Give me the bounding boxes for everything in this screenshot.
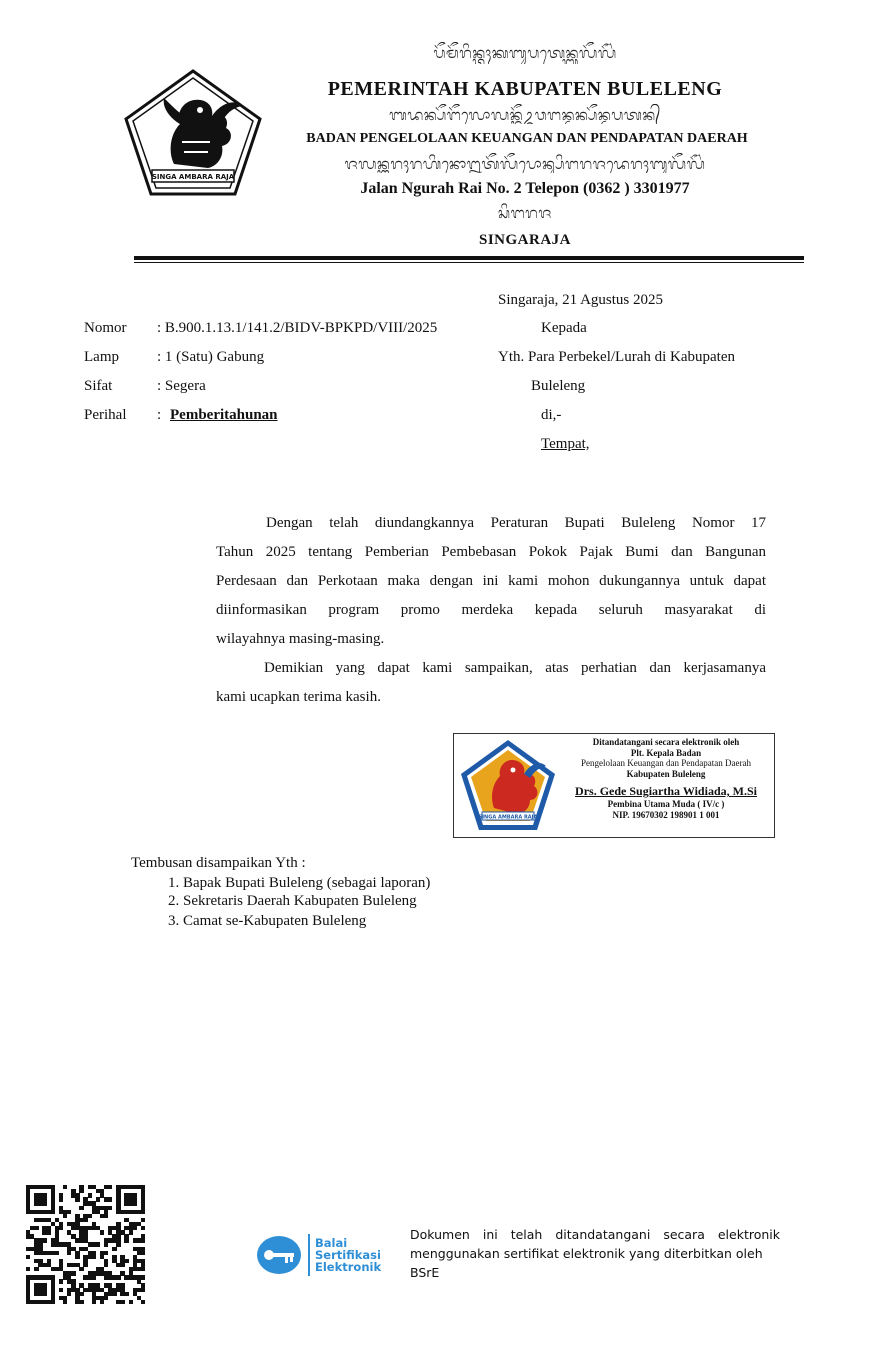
addressee-place: Tempat,: [541, 436, 590, 452]
electronic-signature-notice: [410, 1225, 780, 1282]
signer-name: Drs. Gede Sugiartha Widiada, M.Si: [575, 784, 757, 798]
qr-module: [42, 1238, 46, 1242]
field-value-perihal: Pemberitahunan: [170, 407, 278, 423]
signer-role: Kabupaten Buleleng: [626, 768, 706, 779]
qr-module: [92, 1275, 96, 1279]
field-colon-perihal: :: [157, 407, 162, 423]
qr-module: [59, 1279, 63, 1283]
qr-module: [141, 1218, 145, 1222]
place-date: Singaraja, 21 Agustus 2025: [498, 292, 663, 308]
balinese-script-line: ᬧᭂᬫᭂᬭᬶᬦ᭄ᬢᬄᬓᬩᬸᬧᬢᬾᬦ᭄ᬩᬸᬮᭂᬮᭂᬂ: [433, 44, 617, 62]
notice-line: menggunakan sertifikat elektronik yang diterbitkan oleh: [410, 1246, 763, 1261]
balinese-script-line: ᬚᬮᬦ᭄ᬗᬸᬭᬄᬭᬳᬶᬦᭀ᭒ᬢᭂᬮᭂᬧᭀᬦ᭄ᬲᬶᬗᬭᬚᬤᬾᬭᬄᬩᬸᬮᭂᬮᭂᬂ: [344, 155, 706, 173]
qr-module: [79, 1267, 83, 1271]
cc-item: 2. Sekretaris Daerah Kabupaten Buleleng: [168, 893, 417, 909]
body-line: Dengan telah diundangkannya Peraturan Bupati Buleleng Nomor 17: [266, 515, 766, 531]
qr-module: [133, 1201, 137, 1205]
qr-module: [141, 1275, 145, 1279]
qr-module: [92, 1300, 96, 1304]
buleleng-crest-logo: [122, 68, 264, 198]
qr-module: [51, 1300, 55, 1304]
bsre-wordmark-line: Balai: [315, 1236, 348, 1250]
qr-module: [108, 1185, 112, 1189]
qr-module: [129, 1230, 133, 1234]
qr-module: [108, 1206, 112, 1210]
cc-title: Tembusan disampaikan Yth :: [131, 855, 306, 871]
qr-module: [100, 1230, 104, 1234]
qr-module: [26, 1255, 30, 1259]
qr-module: [129, 1300, 133, 1304]
qr-module: [141, 1267, 145, 1271]
qr-module: [104, 1251, 108, 1255]
crest-ribbon-text: SINGA AMBARA RAJA: [151, 173, 235, 181]
qr-module: [120, 1300, 124, 1304]
qr-module: [42, 1292, 46, 1296]
field-label-perihal: Perihal: [84, 407, 127, 423]
signer-rank: Pembina Utama Muda ( IV/c ): [607, 799, 725, 809]
qr-module: [96, 1197, 100, 1201]
qr-module: [79, 1189, 83, 1193]
body-line: Tahun 2025 tentang Pemberian Pembebasan Pokok Pajak Bumi dan Bangunan: [216, 544, 766, 560]
addressee-line: Yth. Para Perbekel/Lurah di Kabupaten: [498, 349, 736, 365]
qr-module: [67, 1292, 71, 1296]
cc-item: 3. Camat se-Kabupaten Buleleng: [168, 913, 367, 929]
qr-module: [63, 1300, 67, 1304]
field-value-nomor: : B.900.1.13.1/141.2/BIDV-BPKPD/VIII/2025: [157, 320, 438, 336]
qr-module: [63, 1185, 67, 1189]
addressee-line: Buleleng: [531, 378, 586, 394]
qr-module: [124, 1238, 128, 1242]
qr-module: [141, 1300, 145, 1304]
notice-line: BSrE: [410, 1265, 440, 1280]
qr-module: [104, 1214, 108, 1218]
qr-module: [83, 1263, 87, 1267]
seal-ribbon-text: SINGA AMBARA RAJA: [478, 814, 538, 821]
header-divider-thin: [134, 262, 804, 263]
notice-line: Dokumen ini telah ditandatangani secara elektronik: [410, 1227, 780, 1242]
qr-module: [83, 1218, 87, 1222]
field-value-lamp: : 1 (Satu) Gabung: [157, 349, 265, 365]
qr-module: [141, 1226, 145, 1230]
qr-module: [79, 1300, 83, 1304]
bsre-wordmark-line: Sertifikasi: [315, 1248, 381, 1262]
field-label-nomor: Nomor: [84, 320, 127, 336]
qr-module: [51, 1210, 55, 1214]
qr-module: [108, 1197, 112, 1201]
qr-module: [67, 1251, 71, 1255]
letter-body: [216, 509, 766, 712]
field-label-sifat: Sifat: [84, 378, 113, 394]
qr-module: [59, 1288, 63, 1292]
qr-module: [75, 1197, 79, 1201]
signer-role: Pengelolaan Keuangan dan Pendapatan Daerah: [581, 758, 751, 768]
field-label-lamp: Lamp: [84, 349, 119, 365]
qr-module: [79, 1206, 83, 1210]
signer-role: Plt. Kepala Badan: [630, 747, 702, 758]
qr-module: [96, 1242, 100, 1246]
cc-item: 1. Bapak Bupati Buleleng (sebagai laporan): [168, 875, 431, 891]
electronic-signature-box: [453, 733, 775, 838]
balinese-script-line: ᬲᬶᬗᬭᬚ: [498, 204, 552, 222]
qr-module: [88, 1214, 92, 1218]
addressee-line: di,-: [541, 407, 562, 423]
qr-module: [92, 1255, 96, 1259]
verification-qr-code[interactable]: [26, 1185, 145, 1304]
qr-module: [124, 1259, 128, 1263]
qr-module: [141, 1288, 145, 1292]
qr-module: [47, 1230, 51, 1234]
signer-nip: NIP. 19670302 198901 1 001: [612, 809, 720, 820]
bsre-wordmark-line: Elektronik: [315, 1260, 382, 1274]
qr-module: [55, 1251, 59, 1255]
qr-module: [63, 1214, 67, 1218]
header-divider-thick: [134, 256, 804, 260]
qr-module: [112, 1292, 116, 1296]
qr-module: [34, 1226, 38, 1230]
qr-module: [100, 1300, 104, 1304]
qr-module: [59, 1197, 63, 1201]
bsre-wordmark: [315, 1237, 381, 1273]
qr-module: [133, 1226, 137, 1230]
qr-module: [75, 1255, 79, 1259]
field-value-sifat: : Segera: [157, 378, 206, 394]
qr-module: [26, 1267, 30, 1271]
buleleng-crest-color-logo: [458, 738, 558, 833]
addressee-to: Kepada: [541, 320, 587, 336]
qr-module: [120, 1263, 124, 1267]
bsre-logo-icon: [255, 1234, 305, 1276]
body-line: Demikian yang dapat kami sampaikan, atas perhatian dan kerjasamanya: [264, 660, 766, 676]
body-line: kami ucapkan terima kasih.: [216, 689, 381, 705]
qr-module: [104, 1263, 108, 1267]
qr-module: [141, 1238, 145, 1242]
qr-module: [59, 1226, 63, 1230]
bsre-divider: [308, 1234, 310, 1276]
qr-module: [141, 1210, 145, 1214]
signed-electronically-note: Ditandatangani secara elektronik oleh: [592, 737, 740, 747]
qr-module: [112, 1247, 116, 1251]
qr-module: [67, 1210, 71, 1214]
qr-module: [104, 1242, 108, 1246]
body-line: diinformasikan program promo merdeka kepada seluruh masyarakat di: [216, 602, 766, 618]
city-name: SINGARAJA: [478, 232, 571, 248]
balinese-script-line: ᬩᬤᬦ᭄ᬧᭂᬗᭂᬮᭀᬮᬦ᭄ᬓᭂᬉᬯᬗᬦ᭄ᬤᬦ᭄ᬧᭂᬦ᭄ᬤᬧᬢᬦ᭄: [389, 106, 661, 124]
body-line: wilayahnya masing-masing.: [216, 631, 385, 647]
qr-module: [104, 1296, 108, 1300]
qr-module: [79, 1292, 83, 1296]
qr-module: [116, 1275, 120, 1279]
qr-module: [116, 1242, 120, 1246]
body-line: Perdesaan dan Perkotaan maka dengan ini kami mohon dukungannya untuk dapat: [216, 573, 766, 589]
agency-name: BADAN PENGELOLAAN KEUANGAN DAN PENDAPATAN DAERAH: [306, 131, 748, 146]
qr-module: [88, 1193, 92, 1197]
qr-module: [34, 1267, 38, 1271]
qr-module: [141, 1251, 145, 1255]
qr-module: [71, 1271, 75, 1275]
qr-module: [124, 1292, 128, 1296]
office-address: Jalan Ngurah Rai No. 2 Telepon (0362 ) 3301977: [360, 180, 690, 197]
government-title: PEMERINTAH KABUPATEN BULELENG: [327, 78, 723, 100]
qr-module: [42, 1201, 46, 1205]
